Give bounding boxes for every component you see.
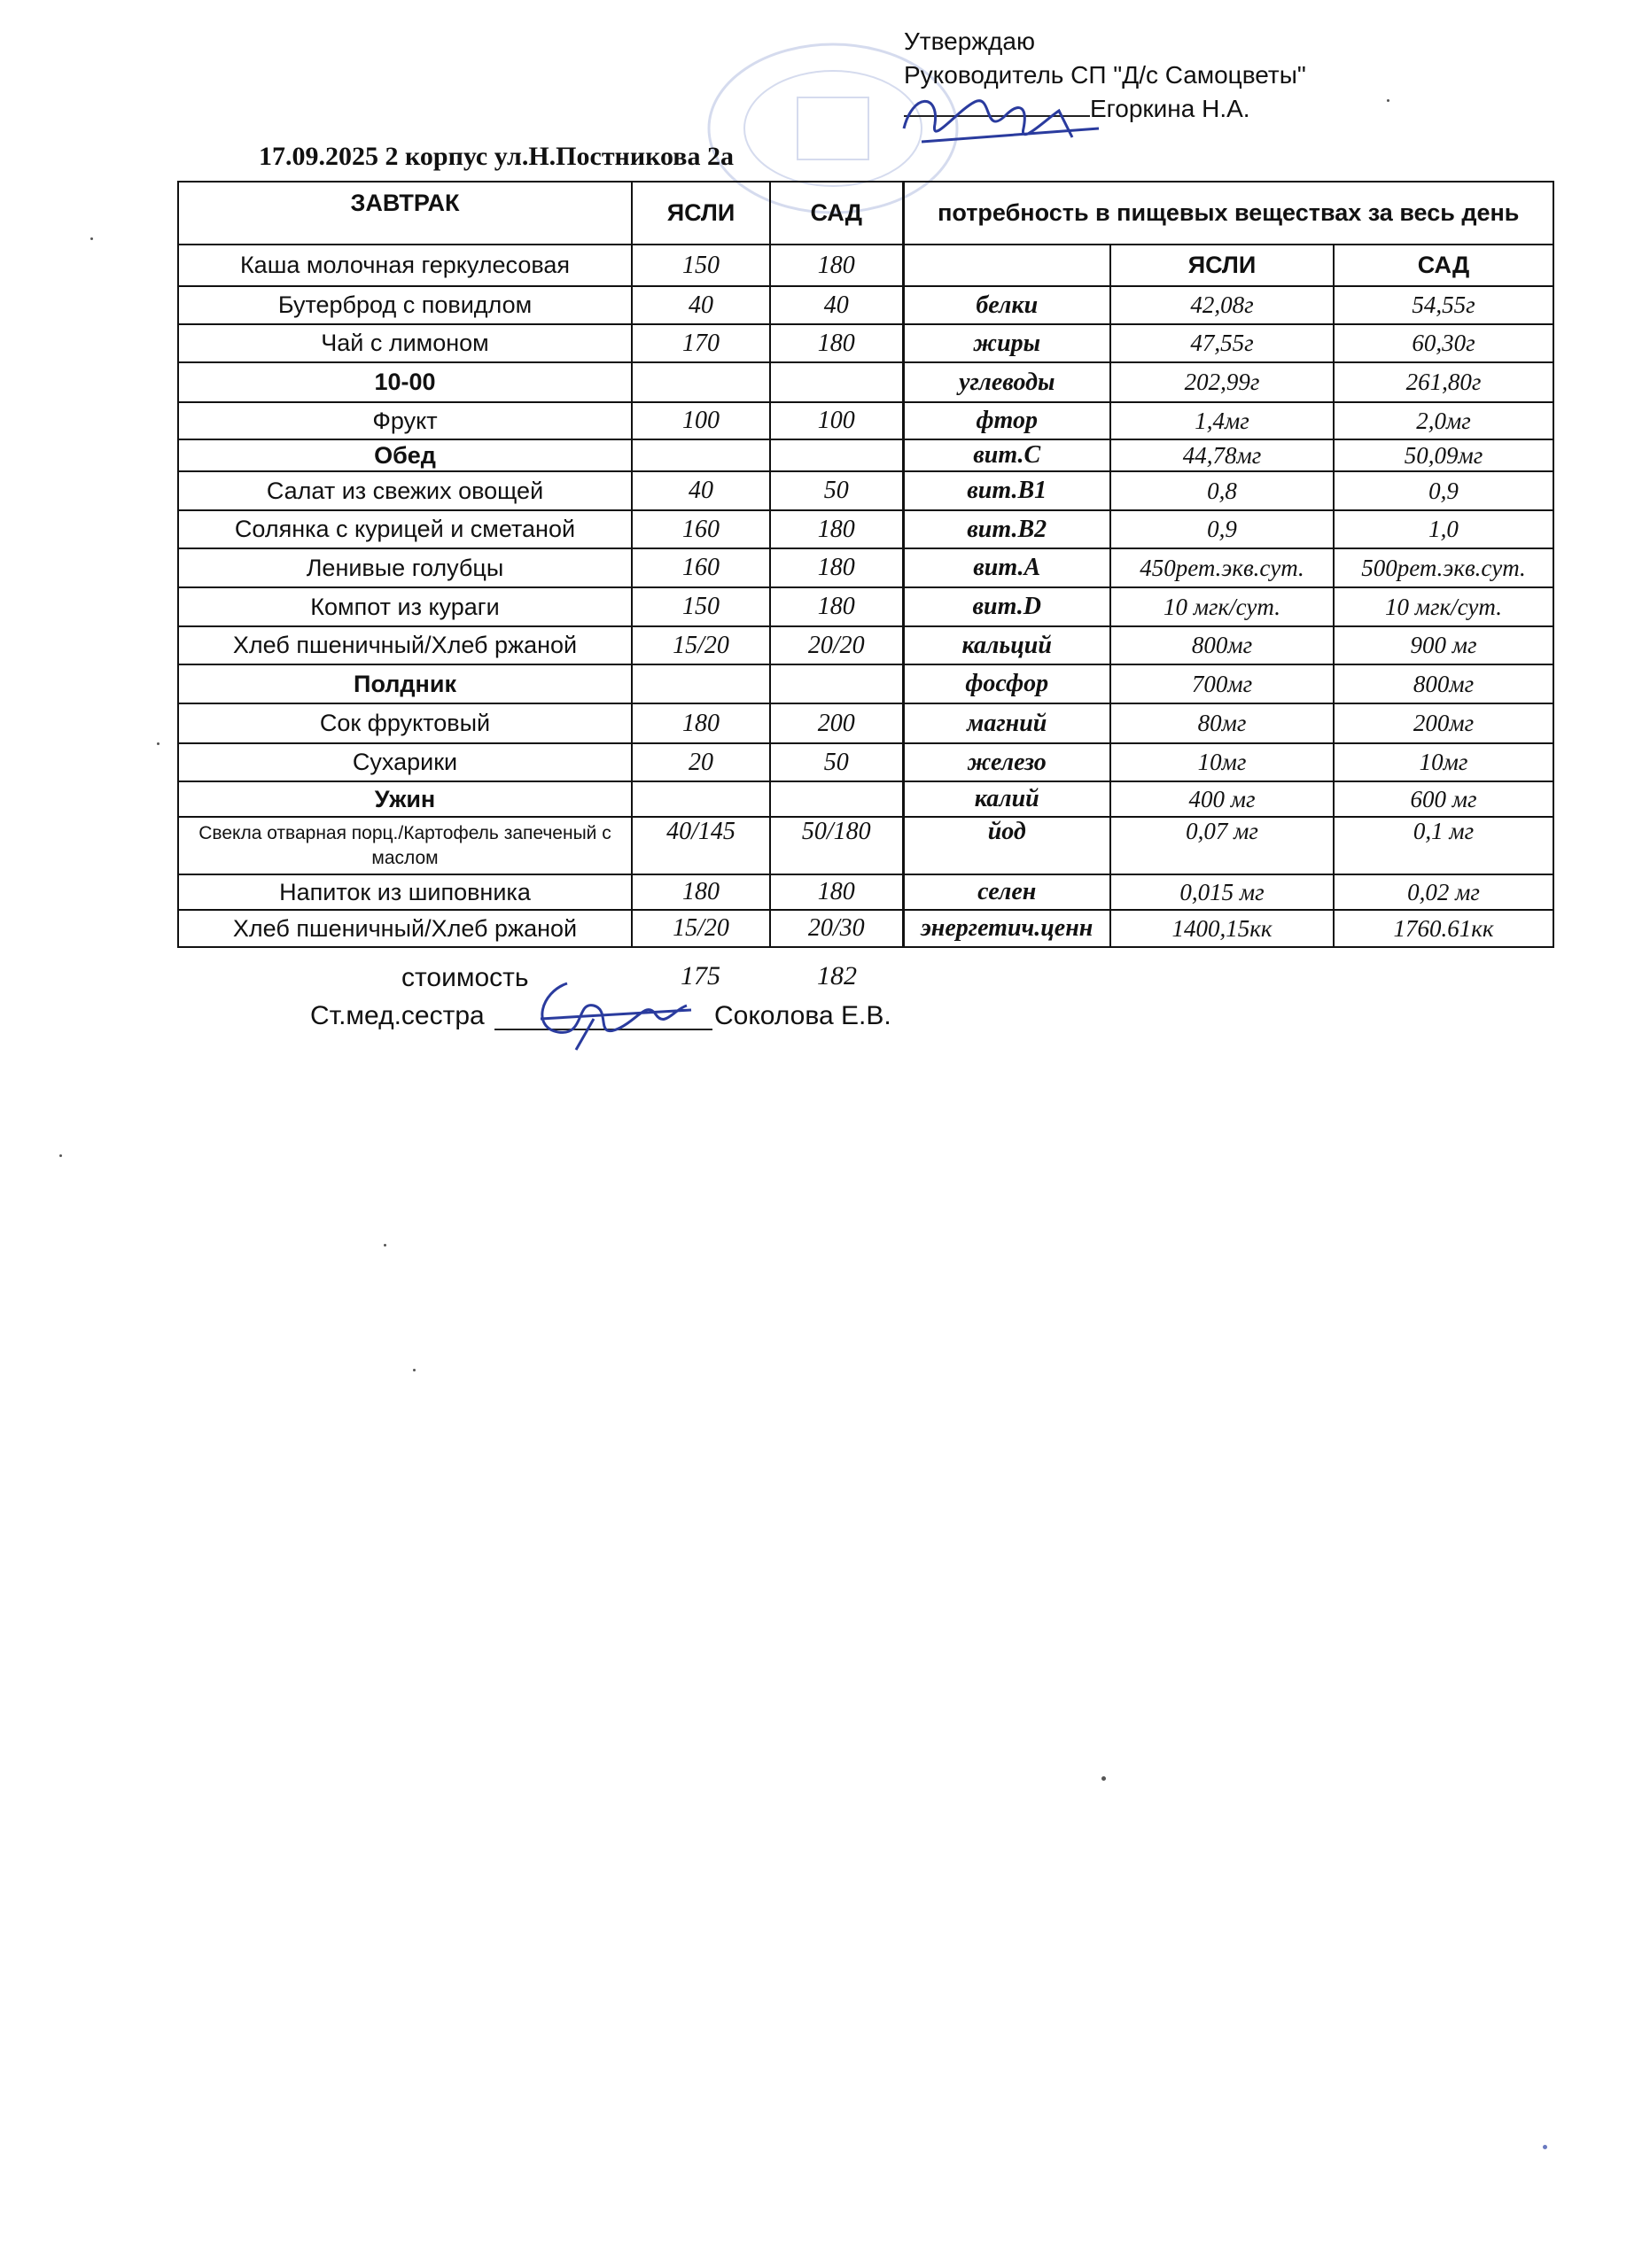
approval-line-1: Утверждаю bbox=[904, 27, 1035, 55]
menu-table bbox=[177, 181, 1554, 948]
dish-name: Фрукт bbox=[178, 402, 632, 439]
nurse-label: Ст.мед.сестра bbox=[310, 1001, 485, 1030]
nutrient-garden: 600 мг bbox=[1334, 781, 1553, 817]
dish-name: Ленивые голубцы bbox=[178, 548, 632, 587]
nutrient-name: жиры bbox=[903, 324, 1110, 362]
nursery-portion: 40 bbox=[632, 286, 770, 324]
scan-speck bbox=[384, 1244, 386, 1247]
nutrient-name: железо bbox=[903, 743, 1110, 781]
nutrient-nursery: 47,55г bbox=[1110, 324, 1334, 362]
scan-speck bbox=[413, 1369, 416, 1371]
page-title: 17.09.2025 2 корпус ул.Н.Постникова 2а bbox=[259, 142, 734, 171]
garden-portion: 180 bbox=[770, 874, 903, 910]
nutrition-header-nursery: ЯСЛИ bbox=[1110, 245, 1334, 286]
dish-name: Напиток из шиповника bbox=[178, 874, 632, 910]
cost-garden: 182 bbox=[817, 961, 857, 990]
nursery-portion: 15/20 bbox=[632, 910, 770, 947]
nutrient-garden: 10 мгк/сут. bbox=[1334, 587, 1553, 626]
nutrient-garden: 0,1 мг bbox=[1334, 817, 1553, 874]
dish-name: Каша молочная геркулесовая bbox=[178, 245, 632, 286]
nursery-portion: 150 bbox=[632, 245, 770, 286]
nursery-portion bbox=[632, 362, 770, 402]
nursery-portion: 40/145 bbox=[632, 817, 770, 874]
garden-portion: 40 bbox=[770, 286, 903, 324]
nutrition-header-garden: САД bbox=[1334, 245, 1553, 286]
garden-portion: 180 bbox=[770, 324, 903, 362]
nurse-name: Соколова Е.В. bbox=[714, 1001, 891, 1030]
nutrient-nursery: 0,015 мг bbox=[1110, 874, 1334, 910]
table-row bbox=[178, 910, 1553, 947]
scan-speck bbox=[157, 742, 160, 745]
nutrient-garden: 2,0мг bbox=[1334, 402, 1553, 439]
table-row bbox=[178, 402, 1553, 439]
garden-portion bbox=[770, 439, 903, 471]
dish-name: Солянка с курицей и сметаной bbox=[178, 510, 632, 548]
nutrient-garden: 54,55г bbox=[1334, 286, 1553, 324]
garden-portion: 180 bbox=[770, 587, 903, 626]
garden-portion: 200 bbox=[770, 703, 903, 743]
table-row bbox=[178, 874, 1553, 910]
nutrient-nursery: 1,4мг bbox=[1110, 402, 1334, 439]
nutrient-garden: 200мг bbox=[1334, 703, 1553, 743]
table-row bbox=[178, 548, 1553, 587]
garden-portion: 20/30 bbox=[770, 910, 903, 947]
nutrient-nursery: 80мг bbox=[1110, 703, 1334, 743]
nutrient-nursery: 202,99г bbox=[1110, 362, 1334, 402]
dish-name: Обед bbox=[178, 439, 632, 471]
director-name: Егоркина Н.А. bbox=[1090, 95, 1250, 122]
scan-speck bbox=[90, 237, 93, 240]
table-row bbox=[178, 664, 1553, 703]
nutrient-nursery: 800мг bbox=[1110, 626, 1334, 664]
table-row bbox=[178, 626, 1553, 664]
scan-speck bbox=[59, 1154, 62, 1157]
nursery-portion bbox=[632, 781, 770, 817]
nutrient-name: вит.В2 bbox=[903, 510, 1110, 548]
header-nursery: ЯСЛИ bbox=[632, 182, 770, 245]
table-row bbox=[178, 471, 1553, 510]
nursery-portion: 20 bbox=[632, 743, 770, 781]
dish-name: Ужин bbox=[178, 781, 632, 817]
nutrient-empty bbox=[903, 245, 1110, 286]
nutrient-name: белки bbox=[903, 286, 1110, 324]
table-row bbox=[178, 743, 1553, 781]
nursery-portion: 160 bbox=[632, 510, 770, 548]
nutrient-name: кальций bbox=[903, 626, 1110, 664]
scan-speck bbox=[1543, 2145, 1547, 2149]
table-row bbox=[178, 362, 1553, 402]
nutrient-nursery: 10мг bbox=[1110, 743, 1334, 781]
nutrient-garden: 10мг bbox=[1334, 743, 1553, 781]
garden-portion bbox=[770, 781, 903, 817]
nutrient-garden: 0,02 мг bbox=[1334, 874, 1553, 910]
nutrient-name: углеводы bbox=[903, 362, 1110, 402]
table-row bbox=[178, 781, 1553, 817]
nutrient-nursery: 44,78мг bbox=[1110, 439, 1334, 471]
table-row bbox=[178, 286, 1553, 324]
nutrient-name: селен bbox=[903, 874, 1110, 910]
table-header-row bbox=[178, 182, 1553, 245]
nutrient-nursery: 42,08г bbox=[1110, 286, 1334, 324]
garden-portion: 180 bbox=[770, 548, 903, 587]
nutrient-garden: 800мг bbox=[1334, 664, 1553, 703]
nutrient-nursery: 0,8 bbox=[1110, 471, 1334, 510]
dish-name: Сок фруктовый bbox=[178, 703, 632, 743]
dish-name: Салат из свежих овощей bbox=[178, 471, 632, 510]
dish-name: Бутерброд с повидлом bbox=[178, 286, 632, 324]
table-row bbox=[178, 439, 1553, 471]
table-row bbox=[178, 817, 1553, 874]
nursery-portion: 100 bbox=[632, 402, 770, 439]
dish-name: Хлеб пшеничный/Хлеб ржаной bbox=[178, 910, 632, 947]
table-row bbox=[178, 324, 1553, 362]
cost-nursery: 175 bbox=[681, 961, 720, 990]
garden-portion: 180 bbox=[770, 245, 903, 286]
nutrient-nursery: 400 мг bbox=[1110, 781, 1334, 817]
nutrient-name: вит.С bbox=[903, 439, 1110, 471]
header-garden: САД bbox=[770, 182, 903, 245]
nutrient-garden: 500рет.экв.сут. bbox=[1334, 548, 1553, 587]
nurse-signature bbox=[523, 966, 700, 1059]
garden-portion bbox=[770, 362, 903, 402]
nutrient-nursery: 1400,15кк bbox=[1110, 910, 1334, 947]
scan-speck bbox=[1101, 1776, 1106, 1781]
nursery-portion: 15/20 bbox=[632, 626, 770, 664]
dish-name: Компот из кураги bbox=[178, 587, 632, 626]
nursery-portion: 160 bbox=[632, 548, 770, 587]
table-row bbox=[178, 245, 1553, 286]
garden-portion: 50/180 bbox=[770, 817, 903, 874]
dish-name: Свекла отварная порц./Картофель запеченый с маслом bbox=[178, 817, 632, 874]
nutrient-garden: 60,30г bbox=[1334, 324, 1553, 362]
nutrient-name: вит.D bbox=[903, 587, 1110, 626]
table-row bbox=[178, 703, 1553, 743]
table-row bbox=[178, 587, 1553, 626]
nutrient-name: фосфор bbox=[903, 664, 1110, 703]
nutrient-garden: 1760.61кк bbox=[1334, 910, 1553, 947]
director-signature bbox=[895, 75, 1108, 155]
nutrient-nursery: 700мг bbox=[1110, 664, 1334, 703]
garden-portion: 50 bbox=[770, 743, 903, 781]
nutrient-name: фтор bbox=[903, 402, 1110, 439]
header-meal: ЗАВТРАК bbox=[178, 182, 632, 245]
nursery-portion: 170 bbox=[632, 324, 770, 362]
nutrient-garden: 261,80г bbox=[1334, 362, 1553, 402]
nutrient-garden: 1,0 bbox=[1334, 510, 1553, 548]
dish-name: Сухарики bbox=[178, 743, 632, 781]
nutrient-name: вит.В1 bbox=[903, 471, 1110, 510]
nursery-portion bbox=[632, 664, 770, 703]
approval-line-2: Руководитель СП "Д/с Самоцветы" bbox=[904, 61, 1306, 89]
nursery-portion: 40 bbox=[632, 471, 770, 510]
cost-label: стоимость bbox=[401, 963, 529, 992]
nutrient-nursery: 10 мгк/сут. bbox=[1110, 587, 1334, 626]
dish-name: Чай с лимоном bbox=[178, 324, 632, 362]
garden-portion: 100 bbox=[770, 402, 903, 439]
nursery-portion: 180 bbox=[632, 874, 770, 910]
nutrient-name: вит.А bbox=[903, 548, 1110, 587]
garden-portion bbox=[770, 664, 903, 703]
nutrient-name: калий bbox=[903, 781, 1110, 817]
nutrient-garden: 0,9 bbox=[1334, 471, 1553, 510]
dish-name: Полдник bbox=[178, 664, 632, 703]
dish-name: 10-00 bbox=[178, 362, 632, 402]
garden-portion: 20/20 bbox=[770, 626, 903, 664]
dish-name: Хлеб пшеничный/Хлеб ржаной bbox=[178, 626, 632, 664]
nutrient-garden: 50,09мг bbox=[1334, 439, 1553, 471]
nursery-portion bbox=[632, 439, 770, 471]
nutrient-name: энергетич.ценн bbox=[903, 910, 1110, 947]
nutrient-nursery: 0,07 мг bbox=[1110, 817, 1334, 874]
nutrient-name: магний bbox=[903, 703, 1110, 743]
nutrition-title: потребность в пищевых веществах за весь день bbox=[903, 182, 1553, 245]
scan-speck bbox=[1387, 99, 1389, 102]
nursery-portion: 180 bbox=[632, 703, 770, 743]
garden-portion: 180 bbox=[770, 510, 903, 548]
nutrient-nursery: 0,9 bbox=[1110, 510, 1334, 548]
nutrient-nursery: 450рет.экв.сут. bbox=[1110, 548, 1334, 587]
nutrient-name: йод bbox=[903, 817, 1110, 874]
nutrient-garden: 900 мг bbox=[1334, 626, 1553, 664]
garden-portion: 50 bbox=[770, 471, 903, 510]
table-row bbox=[178, 510, 1553, 548]
nursery-portion: 150 bbox=[632, 587, 770, 626]
